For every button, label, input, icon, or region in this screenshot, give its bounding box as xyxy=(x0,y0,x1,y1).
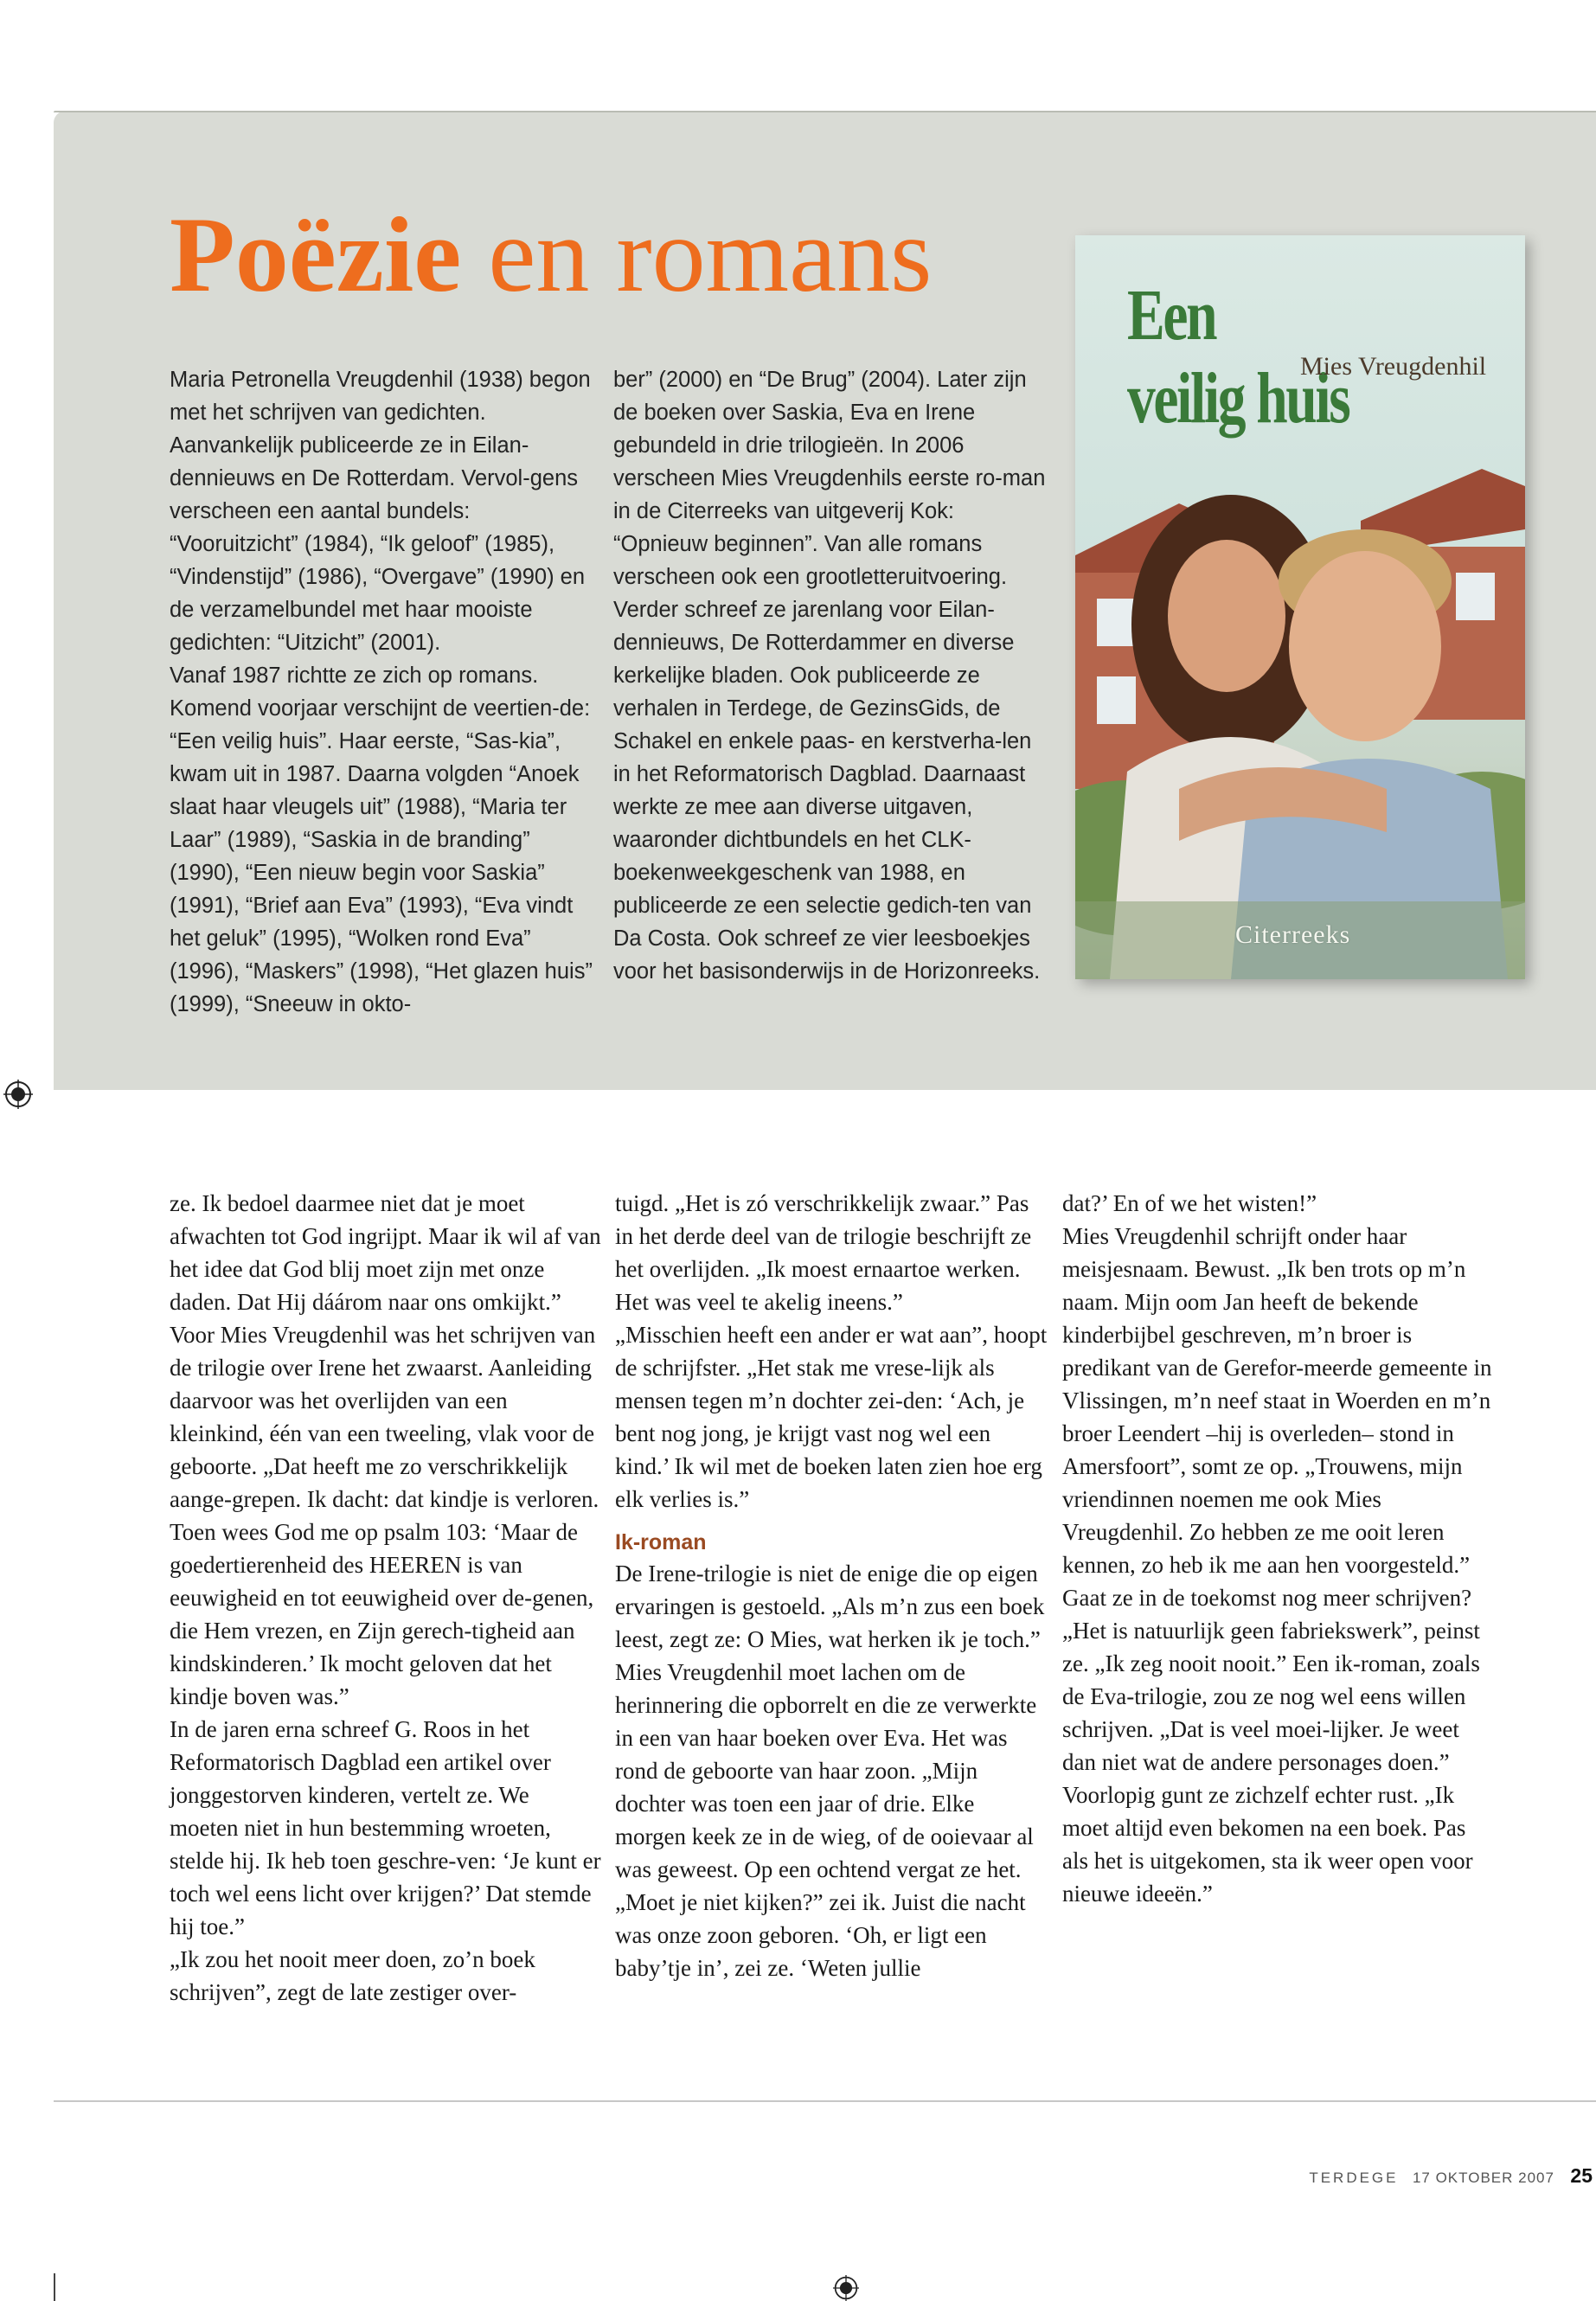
book-title-line: Een xyxy=(1127,275,1216,356)
footer-rule xyxy=(54,2100,1596,2102)
article-paragraph: De Irene-trilogie is niet de enige die op eigen ervaringen is gestoeld. „Als m’n zus een boek leest, zegt ze: O Mies, wat herken ik je toch.” Mies Vreugdenhil moet lachen om de herinnering die opborrelt en die ze verwerkte in een van haar boeken over Eva. Het was rond de geboorte van haar zoon. „Mijn dochter was toen een jaar of drie. Elke morgen keek ze in de wieg, of de ooievaar al was geweest. Op een ochtend vergat ze het. „Moet je niet kijken?” zei ik. Juist die nacht was onze zoon geboren. ‘Oh, er ligt een baby’tje in’, zei ze. ‘Weten jullie xyxy=(615,1561,1045,1981)
article-paragraph: „Ik zou het nooit meer doen, zo’n boek schrijven”, zegt de late zestiger over- xyxy=(170,1946,535,2005)
book-title-line: veilig huis xyxy=(1127,358,1349,439)
article-column-1 xyxy=(170,1187,602,2009)
page-footer xyxy=(1309,2164,1593,2188)
sidebar-paragraph: Maria Petronella Vreugdenhil (1938) begon met het schrijven van gedichten. Aanvankelijk publiceerde ze in Eilan-dennieuws en De Rotterdam. Vervol-gens verscheen een aantal bundels: “Vooruitzicht” (1984), “Ik geloof” (1985), “Vindenstijd” (1986), “Overgave” (1990) en de verzamelbundel met haar mooiste gedichten: “Uitzicht” (2001). xyxy=(170,368,591,655)
article-paragraph: „Misschien heeft een ander er wat aan”, hoopt de schrijfster. „Het stak me vrese-lijk als mensen tegen m’n dochter zei-den: ‘Ach, je bent nog jong, je krijgt vast nog wel een kind.’ Ik wil met de boeken laten zien hoe erg elk verlies is.” xyxy=(615,1322,1048,1512)
title-bold: Poëzie xyxy=(170,195,462,314)
sidebar-paragraph: Vanaf 1987 richtte ze zich op romans. Komend voorjaar verschijnt de veertien-de: “Een veilig huis”. Haar eerste, “Sas-kia”, kwam uit in 1987. Daarna volgden “Anoek slaat haar vleugels uit” (1988), “Maria ter Laar” (1989), “Saskia in de branding” (1990), “Een nieuw begin voor Saskia” (1991), “Brief aan Eva” (1993), “Eva vindt het geluk” (1995), “Wolken rond Eva” (1996), “Maskers” (1998), “Het glazen huis” (1999), “Sneeuw in okto- xyxy=(170,663,593,1016)
article-column-3 xyxy=(1062,1187,1495,1910)
title-rest: en romans xyxy=(461,195,933,314)
sidebar-column-1 xyxy=(170,363,602,1021)
section-title xyxy=(170,195,932,316)
panel-top-border xyxy=(54,111,1596,112)
article-paragraph: In de jaren erna schreef G. Roos in het Reformatorisch Dagblad een artikel over jonggestorven kinderen, vertelt ze. We moeten niet in hun bestemming wroeten, stelde hij. Ik heb toen geschre-ven: ‘Je kunt er toch wel eens licht over krijgen?’ Dat stemde hij toe.” xyxy=(170,1716,601,1939)
article-paragraph: ze. Ik bedoel daarmee niet dat je moet afwachten tot God ingrijpt. Maar ik wil af van het idee dat God blij moet zijn met onze daden. Dat Hij dáárom naar ons omkijkt.” xyxy=(170,1190,601,1315)
crop-mark xyxy=(54,2273,55,2301)
page-number: 25 xyxy=(1570,2164,1593,2187)
book-cover xyxy=(1075,235,1525,979)
sidebar-column-2 xyxy=(613,363,1046,988)
book-series: Citerreeks xyxy=(1235,920,1351,949)
article-paragraph: tuigd. „Het is zó verschrikkelijk zwaar.” Pas in het derde deel van de trilogie beschrijft ze het overlijden. „Ik moest ernaartoe werken. Het was veel te akelig ineens.” xyxy=(615,1190,1032,1315)
article-paragraph: Voor Mies Vreugdenhil was het schrijven van de trilogie over Irene het zwaarst. Aanleiding daarvoor was het overlijden van een kleinkind, één van een tweeling, vlak voor de geboorte. „Dat heeft me zo verschrikkelijk aange-grepen. Ik dacht: dat kindje is verloren. Toen wees God me op psalm 103: ‘Maar de goedertierenheid des HEEREN is van eeuwigheid en tot eeuwigheid over de-genen, die Hem vrezen, en Zijn gerech-tigheid aan kindskinderen.’ Ik mocht geloven dat het kindje boven was.” xyxy=(170,1322,599,1709)
subheading: Ik-roman xyxy=(615,1530,707,1554)
article-paragraph: dat?’ En of we het wisten!” xyxy=(1062,1190,1317,1216)
article-paragraph: Gaat ze in de toekomst nog meer schrijven? „Het is natuurlijk geen fabriekswerk”, peinst ze. „Ik zeg nooit nooit.” Een ik-roman, zoals de Eva-trilogie, zou ze nog wel eens willen schrijven. „Dat is veel moei-lijker. Je weet dan niet wat de andere personages doen.” Voorlopig gunt ze zichzelf echter rust. „Ik moet altijd even bekomen na een boek. Pas als het is uitgekomen, sta ik weer open voor nieuwe ideeën.” xyxy=(1062,1585,1480,1907)
house-window xyxy=(1097,599,1136,646)
book-author: Mies Vreugdenhil xyxy=(1300,352,1487,381)
man-face xyxy=(1289,551,1441,741)
article-paragraph: Mies Vreugdenhil schrijft onder haar meisjesnaam. Bewust. „Ik ben trots op m’n naam. Mijn oom Jan heeft de bekende kinderbijbel geschreven, m’n broer is predikant van de Gerefor-meerde gemeente in Vlissingen, m’n neef staat in Woerden en m’n broer Leendert –hij is overleden– stond in Amersfoort”, somt ze op. „Trouwens, mijn vriendinnen noemen me ook Mies Vreugdenhil. Zo hebben ze me ooit leren kennen, zo heb ik me aan hen voorgesteld.” xyxy=(1062,1223,1492,1578)
magazine-name: TERDEGE xyxy=(1309,2170,1399,2186)
woman-face xyxy=(1168,540,1285,692)
registration-mark-icon xyxy=(3,1080,33,1109)
book-title xyxy=(1127,274,1349,440)
article-column-2 xyxy=(615,1187,1048,1984)
sidebar-paragraph: ber” (2000) en “De Brug” (2004). Later zijn de boeken over Saskia, Eva en Irene gebundeld in drie trilogieën. In 2006 verscheen Mies Vreugdenhils eerste ro-man in de Citerreeks van uitgeverij Kok: “Opnieuw beginnen”. Van alle romans verscheen ook een grootletteruitvoering. Verder schreef ze jarenlang voor Eilan-dennieuws, De Rotterdammer en diverse kerkelijke bladen. Ook publiceerde ze verhalen in Terdege, de GezinsGids, de Schakel en enkele paas- en kerstverha-len in het Reformatorisch Dagblad. Daarnaast werkte ze mee aan diverse uitgaven, waaronder dichtbundels en het CLK-boekenweekgeschenk van 1988, en publiceerde ze een selectie gedich-ten van Da Costa. Ook schreef ze vier leesboekjes voor het basisonderwijs in de Horizonreeks. xyxy=(613,368,1046,984)
house-window xyxy=(1456,573,1495,620)
house-window xyxy=(1097,676,1136,724)
registration-mark-icon xyxy=(833,2275,859,2301)
issue-date: 17 OKTOBER 2007 xyxy=(1412,2170,1554,2186)
